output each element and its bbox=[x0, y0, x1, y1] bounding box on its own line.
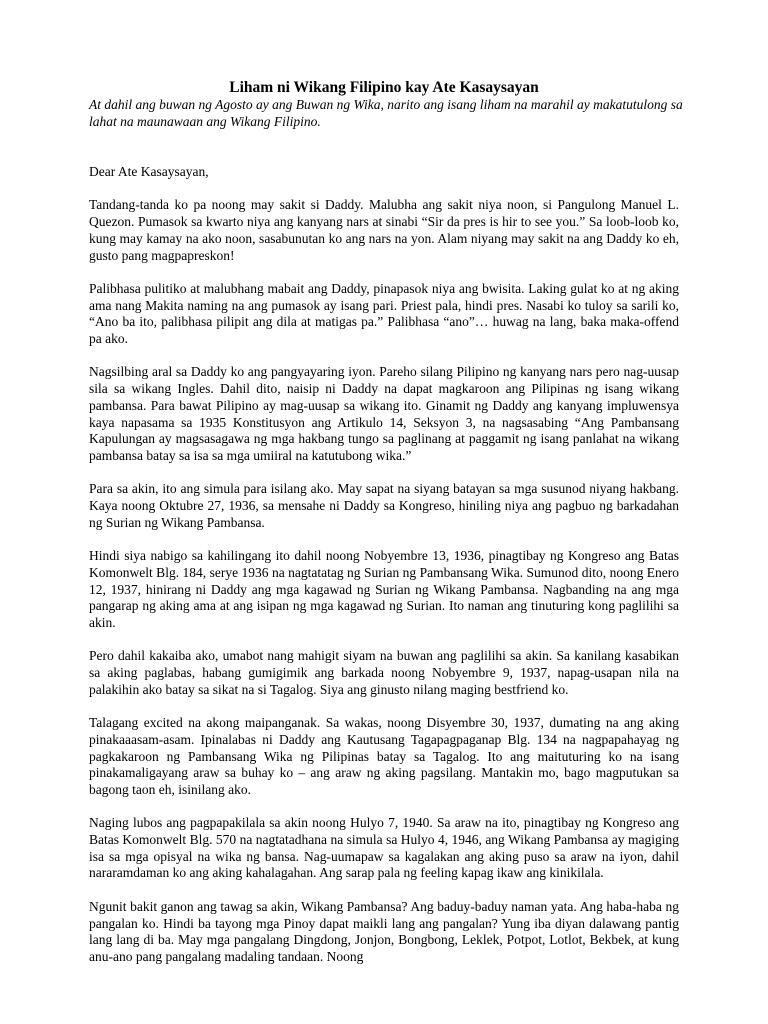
letter-subtitle: At dahil ang buwan ng Agosto ay ang Buwan ng Wika, narito ang isang liham na marahil ay makatutulong sa lahat na maunawaan ang Wikang Filipino. bbox=[89, 97, 683, 129]
paragraph: Hindi siya nabigo sa kahilingang ito dahil noong Nobyembre 13, 1936, pinagtibay ng Kongreso ang Batas Komonwelt Blg. 184, serye 1936 na nagtatatag ng Surian ng Pambansang Wika. Sumunod dito, noong Enero 12, 1937, hinirang ni Daddy ang mga kagawad ng Surian ng Wikang Pambansa. Nagbanding na ang mga pangarap ng aking ama at ang isipan ng mga kagawad ng Surian. Ito naman ang tinuturing kong paglilihi sa akin. bbox=[89, 548, 679, 630]
paragraph: Para sa akin, ito ang simula para isilang ako. May sapat na siyang batayan sa mga susunod niyang hakbang. Kaya noong Oktubre 27, 1936, sa mensahe ni Daddy sa Kongreso, hiniling niya ang pagbuo ng barkadahan ng Surian ng Wikang Pambansa. bbox=[89, 481, 679, 530]
letter-title: Liham ni Wikang Filipino kay Ate Kasaysayan bbox=[229, 79, 539, 96]
paragraph: Talagang excited na akong maipanganak. Sa wakas, noong Disyembre 30, 1937, dumating na ang aking pinakaaasam-asam. Ipinalabas ni Daddy ang Kautusang Tagapagpaganap Blg. 134 na nagpapahayag ng pagkakaroon ng Pambansang Wika ng Pilipinas batay sa Tagalog. Ito ang maituturing ko na isang pinakamaligayang araw sa buhay ko – ang araw ng aking pagsilang. Mantakin mo, bago magputukan sa bagong taon eh, isinilang ako. bbox=[89, 715, 679, 797]
letter-body bbox=[89, 164, 679, 982]
paragraph: Ngunit bakit ganon ang tawag sa akin, Wikang Pambansa? Ang baduy-baduy naman yata. Ang haba-haba ng pangalan ko. Hindi ba tayong mga Pinoy dapat maikli lang ang pangalan? Yung iba diyan dalawang pantig lang lang di ba. May mga pangalang Dingdong, Jonjon, Bongbong, Leklek, Potpot, Lotlot, Bekbek, at kung anu-ano pang pangalang madaling tandaan. Noong bbox=[89, 898, 679, 964]
paragraph: Tandang-tanda ko pa noong may sakit si Daddy. Malubha ang sakit niya noon, si Pangulong Manuel L. Quezon. Pumasok sa kwarto niya ang kanyang nars at sinabi “Sir da pres is hir to see you.” Sa loob-loob ko, kung may kamay na ako noon, sasabunutan ko ang nars na yon. Alam niyang may sakit na ang Daddy ko eh, gusto pang magpapreskon! bbox=[89, 197, 679, 263]
paragraph: Naging lubos ang pagpapakilala sa akin noong Hulyo 7, 1940. Sa araw na ito, pinagtibay ng Kongreso ang Batas Komonwelt Blg. 570 na nagtatadhana na simula sa Hulyo 4, 1946, ang Wikang Pambansa ay magiging isa sa mga opisyal na wika ng bansa. Nag-uumapaw sa kagalakan ang aking puso sa araw na iyon, dahil nararamdaman ko ang aking kahalagahan. Ang sarap pala ng feeling kapag ikaw ang kinikilala. bbox=[89, 815, 679, 881]
letter-greeting: Dear Ate Kasaysayan, bbox=[89, 164, 209, 179]
paragraph: Nagsilbing aral sa Daddy ko ang pangyayaring iyon. Pareho silang Pilipino ng kanyang nars pero nag-uusap sila sa wikang Ingles. Dahil dito, naisip ni Daddy na dapat magkaroon ang Pilipinas ng isang wikang pambansa. Para bawat Pilipino ay mag-uusap sa wikang ito. Ginamit ng Daddy ang kanyang impluwensya kaya napasama sa 1935 Konstitusyon ang Artikulo 14, Seksyon 3, na nagsasabing “Ang Pambansang Kapulungan ay magsasagawa ng mga hakbang tungo sa paglinang at paggamit ng isang panlahat na wikang pambansa batay sa isa sa mga umiiral na katutubong wika.” bbox=[89, 364, 679, 463]
paragraph: Palibhasa pulitiko at malubhang mabait ang Daddy, pinapasok niya ang bwisita. Laking gulat ko at ng aking ama nang Makita naming na ang pumasok ay isang pari. Priest pala, hindi pres. Nasabi ko tuloy sa sarili ko, “Ano ba ito, palibhasa pilipit ang dila at matigas pa.” Palibhasa “ano”… huwag na lang, baka maka-offend pa ako. bbox=[89, 280, 679, 346]
paragraph: Pero dahil kakaiba ako, umabot nang mahigit siyam na buwan ang paglilihi sa akin. Sa kanilang kasabikan sa aking paglabas, habang gumigimik ang barkada noong Nobyembre 9, 1937, napag-usapan nila na palakihin ako batay sa sikat na si Tagalog. Siya ang ginusto nilang maging bestfriend ko. bbox=[89, 648, 679, 697]
